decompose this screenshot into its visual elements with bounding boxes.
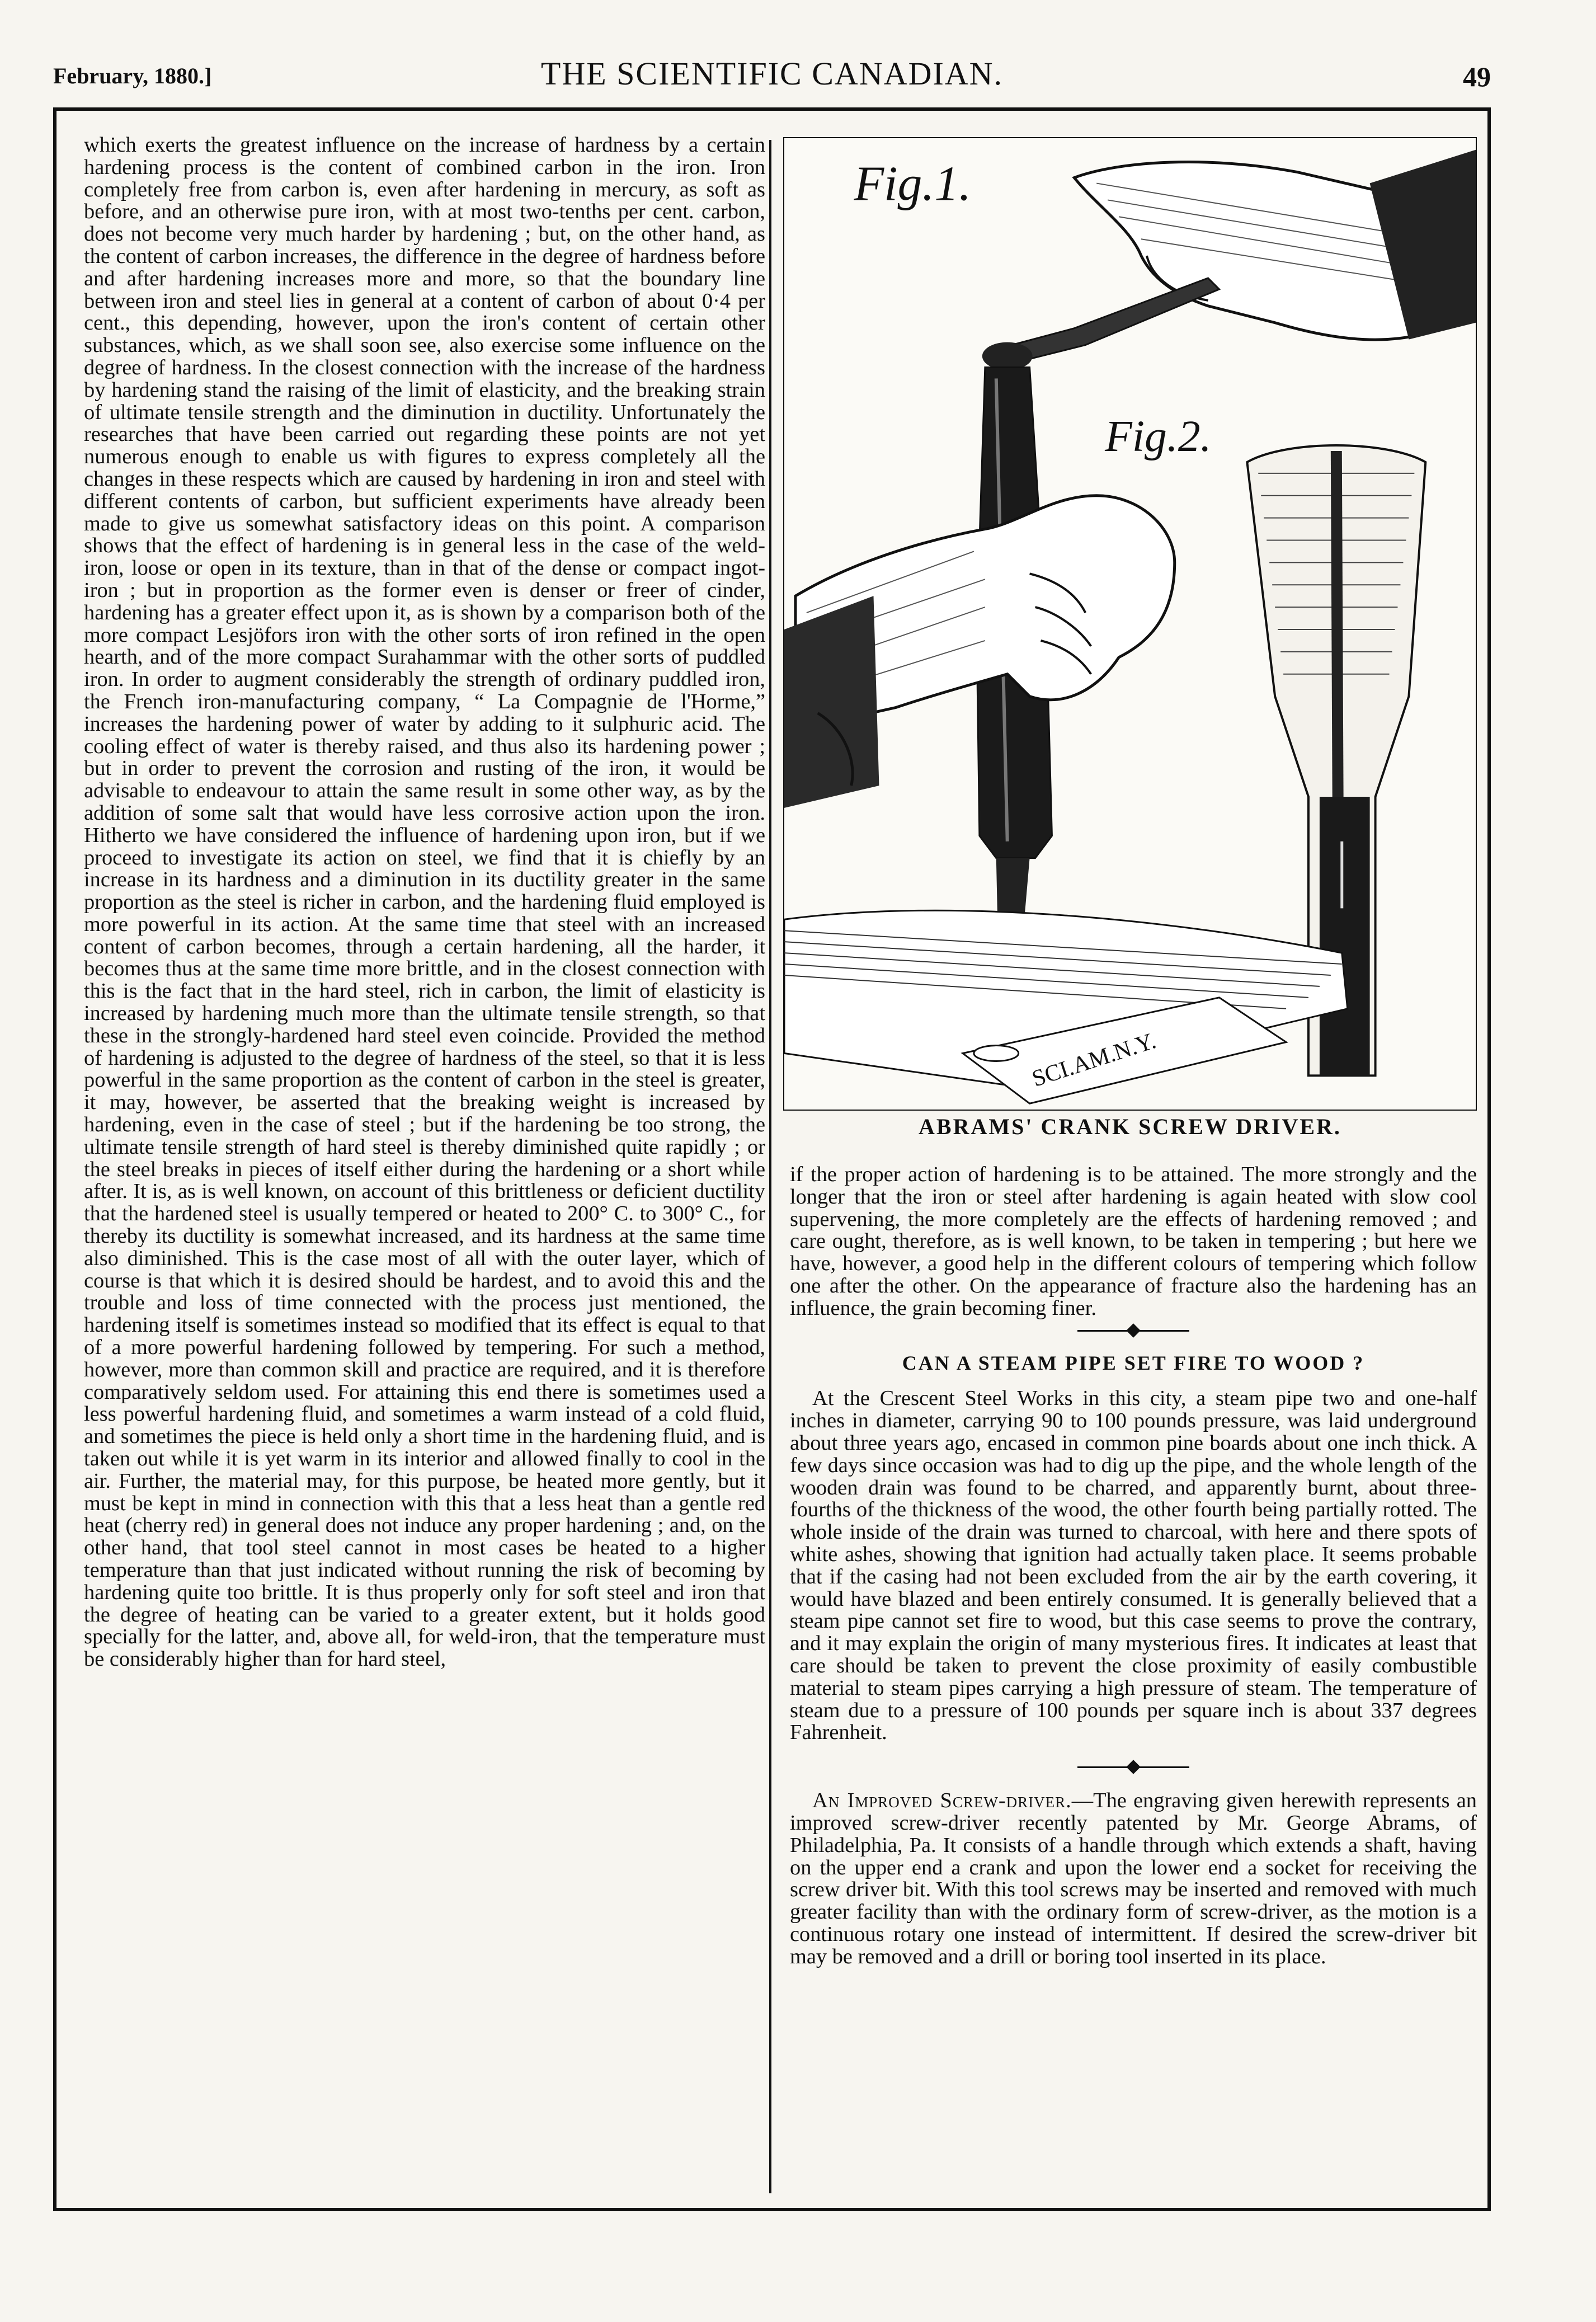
section-divider-1 xyxy=(790,1320,1477,1342)
hardening-article-continuation: if the proper action of hardening is to be attained. The more strongly and the longer that the iron or steel after hardening is again heated with slow cool supervening, the more completely are the effects of hardening removed ; and care ought, therefore, as is well known, to be taken in tempering ; but here we have, however, a good help in the different colours of tempering which follow one after the other. On the appearance of fracture also the hardening has an influence, the grain becoming finer. xyxy=(790,1163,1477,1320)
steam-pipe-article: At the Crescent Steel Works in this city, a steam pipe two and one-half inches in diameter, carrying 90 to 100 pounds pressure, was laid underground about three years ago, encased in common pine boards about one inch thick. A few days since occasion was had to dig up the pipe, and the whole length of the wooden drain was found to be charred, and apparently burnt, about three-fourths of the thickness of the wood, the other fourth being partially rotted. The whole inside of the drain was turned to charcoal, with here and there spots of white ashes, showing that ignition had actually taken place. It seems probable that if the casing had not been excluded from the air by the earth covering, it would have blazed and been entirely consumed. It is generally believed that a steam pipe cannot set fire to wood, but this case seems to prove the contrary, and it may explain the origin of many mysterious fires. It indicates at least that care should be taken to prevent the close proximity of easily combustible material to steam pipes carrying a high pressure of steam. The temperature of steam due to a pressure of 100 pounds per square inch is about 337 degrees Fahrenheit. xyxy=(790,1386,1477,1745)
page-header xyxy=(53,55,1491,100)
page-number: 49 xyxy=(1463,61,1491,92)
issue-date: February, 1880.] xyxy=(53,63,212,88)
right-column xyxy=(790,1164,1477,1968)
figure-caption: ABRAMS' CRANK SCREW DRIVER. xyxy=(919,1114,1341,1139)
screwdriver-article xyxy=(790,1790,1477,1968)
engraving-illustration xyxy=(784,138,1476,1110)
fig1-label: Fig.1. xyxy=(854,156,972,211)
fig2-label: Fig.2. xyxy=(1105,412,1212,462)
publication-title: THE SCIENTIFIC CANADIAN. xyxy=(540,55,1004,92)
steam-pipe-heading: CAN A STEAM PIPE SET FIRE TO WOOD ? xyxy=(902,1351,1365,1374)
column-rule xyxy=(769,140,771,2193)
section-divider-2 xyxy=(790,1756,1477,1779)
screwdriver-article-body: —The engraving given herewith represents an improved screw-driver recently patented by Mr. George Abrams, of Philadelphia, Pa. It consists of a handle through which extends a shaft, having on the upper end a crank and upon the lower end a socket for receiving the screw driver bit. With this tool screws may be inserted and removed with much greater facility than with the ordinary form of screw-driver, as the motion is a continuous rotary one instead of intermittent. If desired the screw-driver bit may be removed and a drill or boring tool inserted in its place. xyxy=(790,1789,1477,1968)
screwdriver-article-lead: An Improved Screw-driver. xyxy=(812,1789,1072,1813)
left-column-article xyxy=(84,134,765,2205)
hardening-article-text: which exerts the greatest influence on the increase of hardness by a certain hardening process is the content of combined carbon in the iron. Iron completely free from carbon is, even after hardening in mercury, as soft as before, and an otherwise pure iron, with at most two-tenths per cent. carbon, does not become very much harder by hardening ; but, on the other hand, as the content of carbon increases, the difference in the degree of hardness before and after hardening increases more and more, so that the boundary line between iron and steel lies in general at a content of carbon of about 0·4 per cent., this depending, however, upon the iron's content of certain other substances, which, as we shall soon see, also exercise some influence on the degree of hardness. In the closest connection with the increase of the hardness by hardening stand the raising of the limit of elasticity, and the breaking strain of ultimate tensile strength and the diminution in ductility. Unfortunately the researches that have been carried out regarding these points are not yet numerous enough to enable us with figures to express completely all the changes in these respects which are caused by hardening in iron and steel with different contents of carbon, but sufficient experiments have already been made to give us somewhat satisfactory ideas on this point. A comparison shows that the effect of hardening is in general less in the case of the weld-iron, loose or open in its texture, than in that of the dense or compact ingot-iron ; but in proportion as the former even is denser or freer of cinder, hardening has a greater effect upon it, as is shown by a comparison both of the more compact Lesjöfors iron with the other sorts of iron refined in the open hearth, and of the more compact Surahammar with the other sorts of puddled iron. In order to augment considerably the strength of ordinary puddled iron, the French iron-manufacturing company, “ La Compagnie de l'Horme,” increases the hardening power of water by adding to it sulphuric acid. The cooling effect of water is thereby raised, and thus also its hardening power ; but in order to prevent the corrosion and rusting of the iron, it would be advisable to endeavour to attain the same result in some other way, as by the addition of some salt that would have less corrosive action upon the iron. Hitherto we have considered the influence of hardening upon iron, but if we proceed to investigate its action on steel, we find that it is chiefly by an increase in its hardness and a diminution in its ductility greater in the same proportion as the steel is richer in carbon, and the hardening fluid employed is more powerful in its action. At the same time that steel with an increased content of carbon becomes, through a certain hardening, all the harder, it becomes thus at the same time more brittle, and in the closest connection with this is the fact that in the hard steel, rich in carbon, the limit of elasticity is increased by hardening much more than the ultimate tensile strength, so that these in the strongly-hardened hard steel even coincide. Provided the method of hardening is adjusted to the degree of hardness of the steel, so that it is less powerful in the same proportion as the content of carbon in the steel is greater, it may, however, be asserted that the breaking weight is increased by hardening, even in the case of steel ; but if the hardening be too strong, the ultimate tensile strength of hard steel is thereby diminished quite rapidly ; or the steel breaks in pieces of itself either during the hardening or a short while after. It is, as is well known, on account of this brittleness or deficient ductility that the hardened steel is usually tempered or heated to 200° C. to 300° C., for thereby its ductility is somewhat increased, and its hardness at the same time also diminished. This is the case most of all with the outer layer, which of course is that which it is desired should be hardest, and to avoid this and the trouble and loss of time connected with the process just mentioned, the hardening itself is sometimes instead so modified that its effect is equal to that of a more powerful hardening followed by tempering. For such a method, however, more than common skill and practice are required, and it is therefore comparatively seldom used. For attaining this end there is sometimes used a less powerful hardening fluid, and sometimes a warm instead of a cold fluid, and sometimes the piece is held only a short time in the hardening fluid, and is taken out while it is yet warm in its interior and allowed finally to cool in the air. Further, the material may, for this purpose, be heated more gently, but it must be kept in mind in connection with this that a less heat than a gentle red heat (cherry red) in general does not induce any proper hardening ; and, on the other hand, that tool steel cannot in most cases be heated to a higher temperature than that just indicated without running the risk of becoming by hardening quite too brittle. It is thus properly only for soft steel and iron that the degree of heating can be varied to a greater extent, but it holds good specially for the latter, and, above all, for weld-iron, that the temperature must be considerably higher than for hard steel, xyxy=(84,134,765,1671)
crank-knob xyxy=(982,342,1033,370)
screwdriver-engraving xyxy=(783,137,1477,1111)
engraver-mark: SCI.AM.N.Y. xyxy=(1029,1028,1159,1092)
